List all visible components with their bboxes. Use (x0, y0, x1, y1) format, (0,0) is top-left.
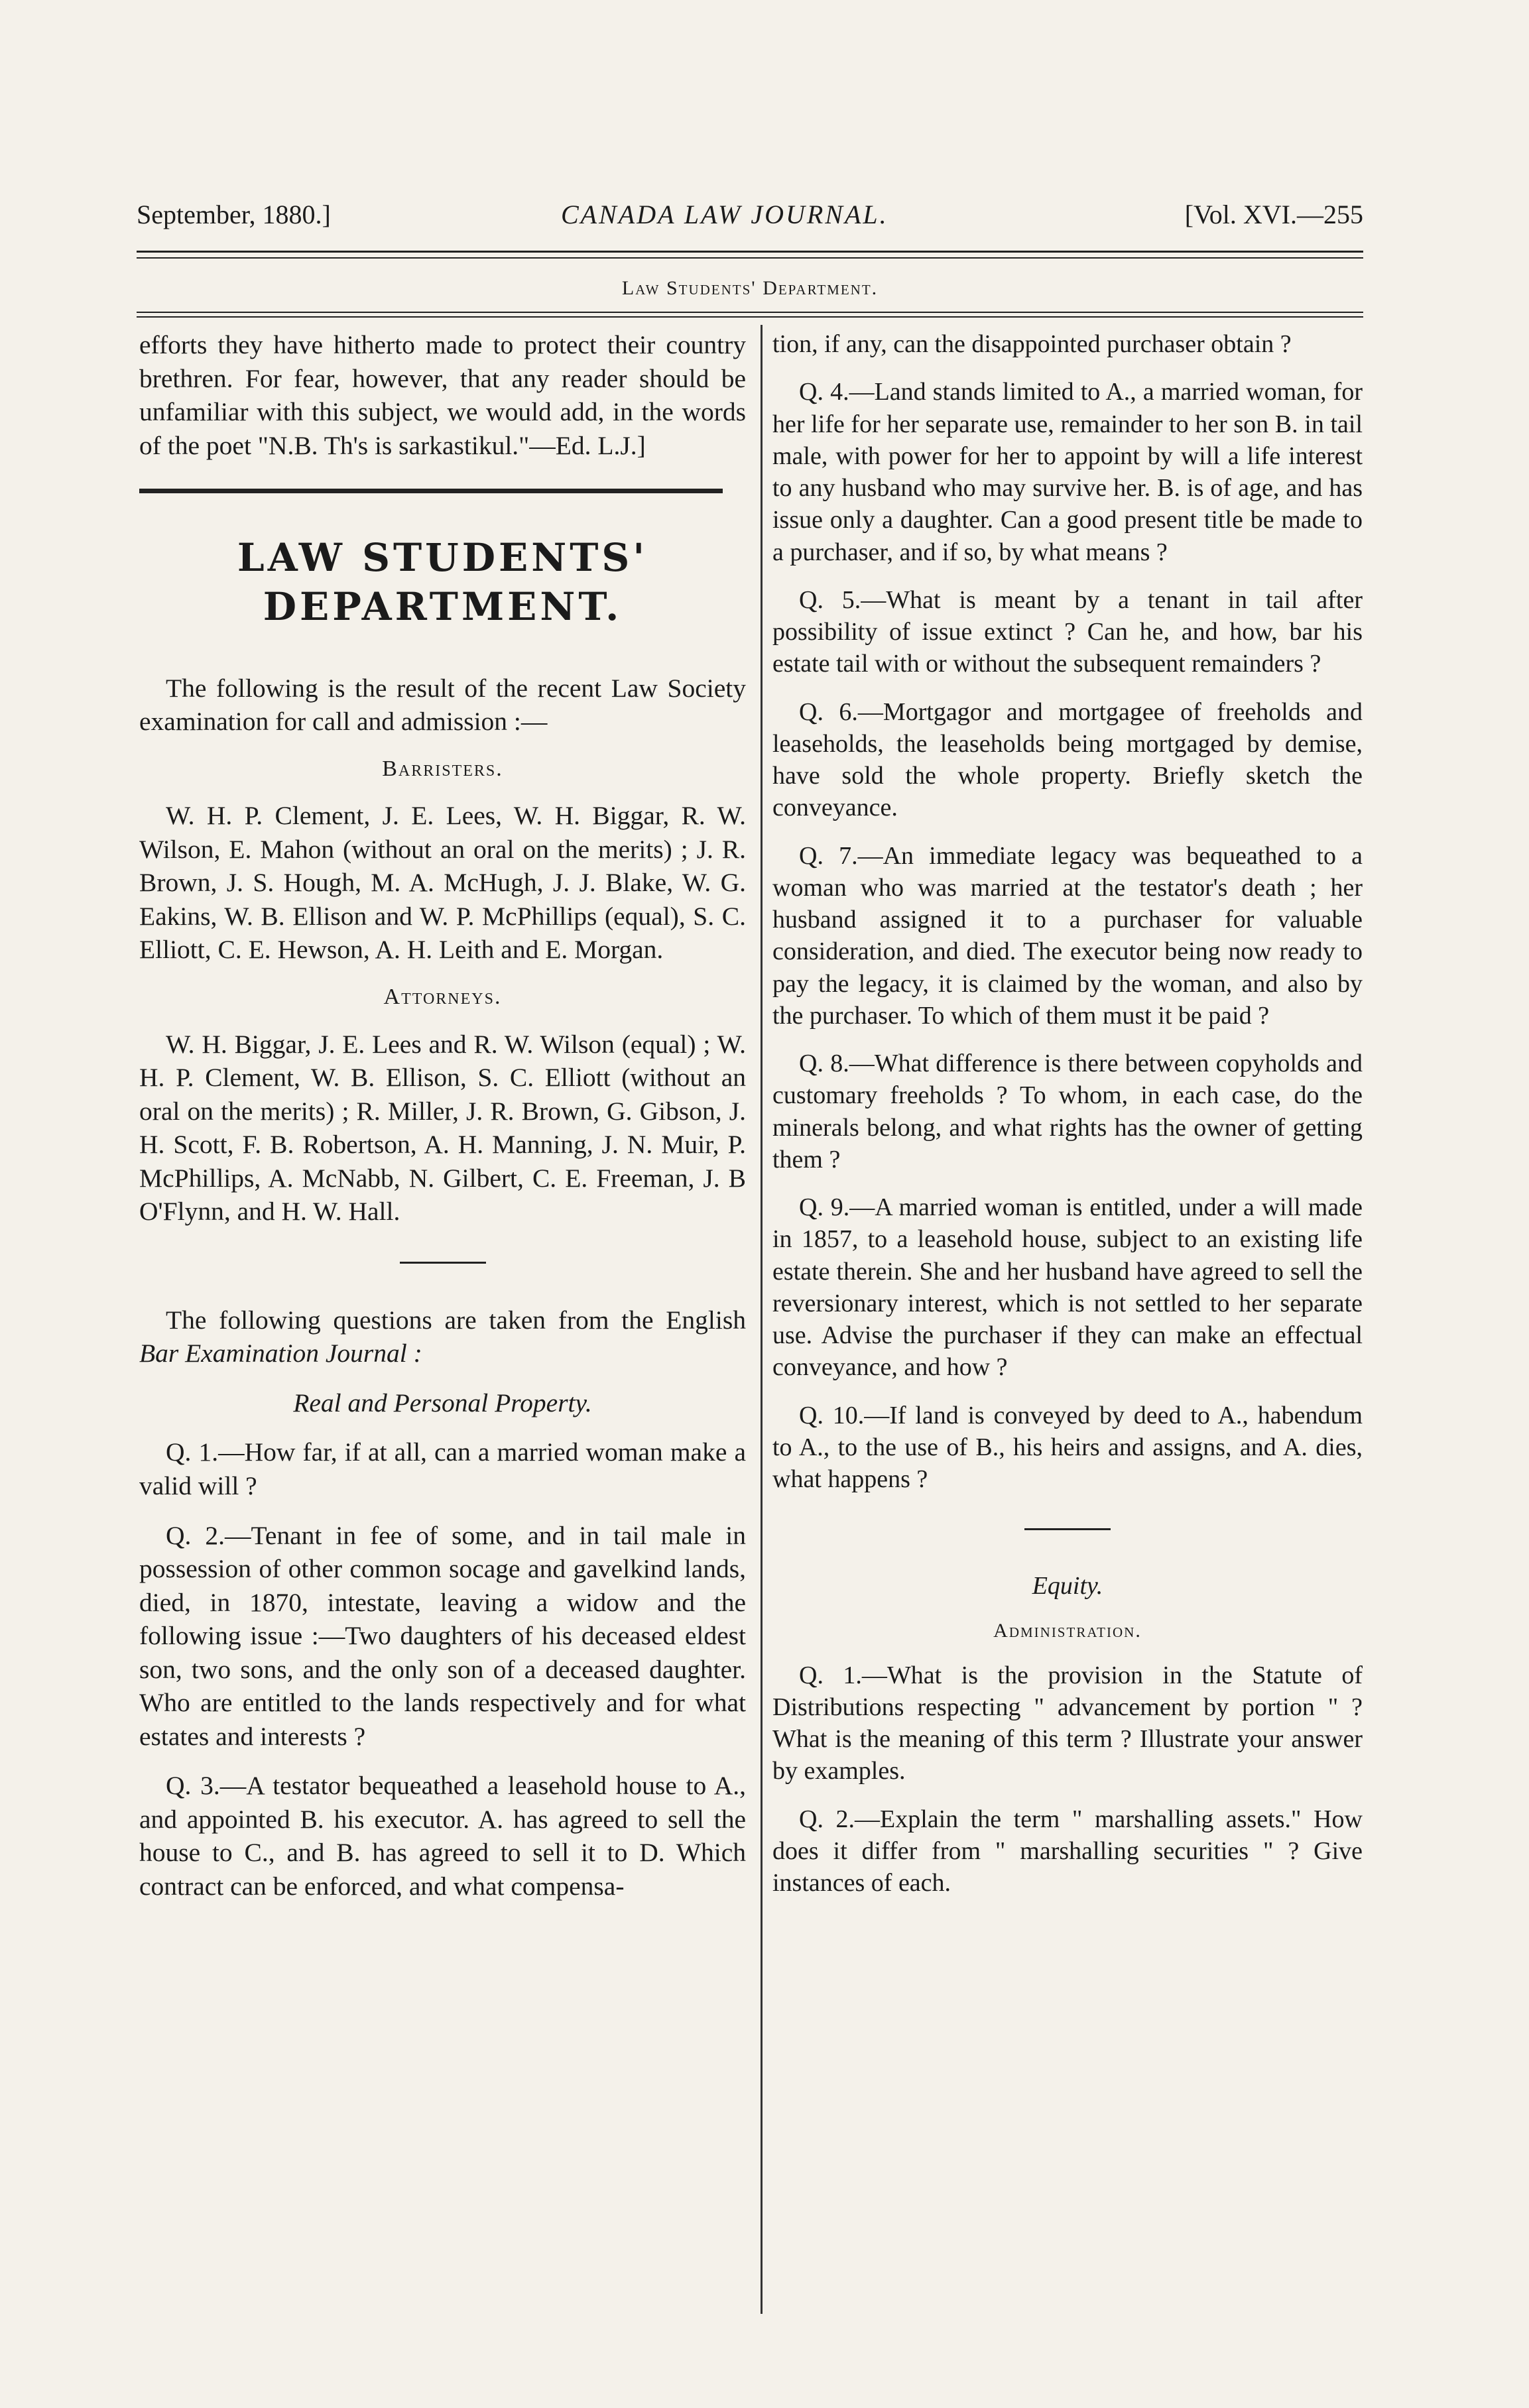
question-10: Q. 10.—If land is conveyed by deed to A., habendum to A., to the use of B., his heirs and assigns, and A. dies, what happens ? (772, 1401, 1363, 1493)
question-9: Q. 9.—A married woman is entitled, under a will made in 1857, to a leasehold house, subject to an existing life estate therein. She and her husband have agreed to sell the reversionary interest, which is not settled to her separate use. Advise the purchaser if they can make an effectual conveyance, and how ? (772, 1193, 1363, 1382)
journal-name: Bar Examination Journal : (139, 1339, 422, 1368)
question-3-continued: tion, if any, can the disappointed purchaser obtain ? (772, 330, 1292, 358)
questions-intro-text: The following questions are taken from the English (166, 1305, 746, 1335)
column-divider (761, 325, 763, 2314)
department-title: LAW STUDENTS' DEPARTMENT. (237, 535, 648, 630)
right-column (772, 328, 1363, 1915)
barristers-list: W. H. P. Clement, J. E. Lees, W. H. Biggar, R. W. Wilson, E. Mahon (without an oral on the merits) ; J. R. Brown, J. S. Hough, M. A. McHugh, J. J. Blake, W. G. Eakins, W. B. Ellison and W. P. McPhillips (equal), S. C. Elliott, C. E. Hewson, A. H. Leith and E. Morgan. (139, 801, 746, 965)
real-property-heading: Real and Personal Property. (293, 1388, 592, 1417)
question-3: Q. 3.—A testator bequeathed a leasehold house to A., and appointed B. his executor. A. has agreed to sell the house to C., and B. has agreed to sell it to D. Which contract can be enforced, and what compensa- (139, 1771, 746, 1901)
header-journal-title: CANADA LAW JOURNAL. (561, 200, 888, 229)
equity-heading: Equity. (1032, 1572, 1103, 1600)
attorneys-heading: Attorneys. (383, 985, 502, 1009)
left-column (139, 328, 746, 1919)
subhead-rule-top (137, 312, 1363, 313)
header-rule-bottom (137, 257, 1363, 259)
editorial-conclusion: efforts they have hitherto made to protect their country brethren. For fear, however, that any reader should be unfamiliar with this subject, we would add, in the words of the poet "N.B. Th's is sarkastikul."—Ed. L.J.] (139, 330, 746, 460)
attorneys-list: W. H. Biggar, J. E. Lees and R. W. Wilson (equal) ; W. H. P. Clement, W. B. Ellison, S. C. Elliott (without an oral on the merits) ; R. Miller, J. R. Brown, G. Gibson, J. H. Scott, F. B. Robertson, A. H. Manning, J. N. Muir, P. McPhillips, A. McNabb, N. Gilbert, C. E. Freeman, J. B O'Flynn, and H. W. Hall. (139, 1029, 746, 1227)
question-8: Q. 8.—What difference is there between copyholds and customary freeholds ? To whom, in each case, do the minerals belong, and what rights has the owner of getting them ? (772, 1050, 1363, 1174)
divider-rule (400, 1262, 486, 1264)
header-rule-top (137, 251, 1363, 253)
running-header (137, 199, 1363, 239)
question-4: Q. 4.—Land stands limited to A., a married woman, for her life for her separate use, remainder to her son B. in tail male, with power for her to appoint by will a life interest to any husband who may survive her. B. is of age, and has issue only a daughter. Can a good present title be made to a purchaser, and if so, by what means ? (772, 378, 1363, 566)
equity-question-1: Q. 1.—What is the provision in the Statute of Distributions respecting " advancement by portion " ? What is the meaning of this term ? Illustrate your answer by examples. (772, 1661, 1363, 1785)
question-7: Q. 7.—An immediate legacy was bequeathed to a woman who was married at the testator's death ; her husband assigned it to a purchaser for valuable consideration, and died. The executor being now ready to pay the legacy, it is claimed by the woman, and also by the purchaser. To which of them must it be paid ? (772, 841, 1363, 1030)
questions-intro (139, 1303, 746, 1370)
administration-heading: Administration. (993, 1619, 1142, 1642)
question-1: Q. 1.—How far, if at all, can a married woman make a valid will ? (139, 1437, 746, 1500)
header-volume-page: [Vol. XVI.—255 (1184, 200, 1363, 229)
subhead-rule-bottom (137, 316, 1363, 318)
question-6: Q. 6.—Mortgagor and mortgagee of freeholds and leaseholds, the leaseholds being mortgaged by demise, have sold the whole property. Briefly sketch the conveyance. (772, 697, 1363, 822)
section-header: Law Students' Department. (621, 277, 879, 299)
question-2: Q. 2.—Tenant in fee of some, and in tail male in possession of other common socage and gavelkind lands, died, in 1870, intestate, leaving a widow and the following issue :—Two daughters of his deceased eldest son, two sons, and the only son of a deceased daughter. Who are entitled to the lands respectively and for what estates and interests ? (139, 1520, 746, 1751)
header-date: September, 1880.] (137, 200, 331, 229)
section-rule (139, 489, 723, 493)
barristers-heading: Barristers. (382, 756, 503, 781)
equity-question-2: Q. 2.—Explain the term " marshalling assets." How does it differ from " marshalling securities " ? Give instances of each. (772, 1805, 1363, 1897)
question-5: Q. 5.—What is meant by a tenant in tail after possibility of issue extinct ? Can he, and how, bar his estate tail with or without the subsequent remainders ? (772, 585, 1363, 678)
divider-rule-right (1024, 1528, 1111, 1530)
exam-results-intro: The following is the result of the recent Law Society examination for call and admission :— (139, 673, 746, 737)
